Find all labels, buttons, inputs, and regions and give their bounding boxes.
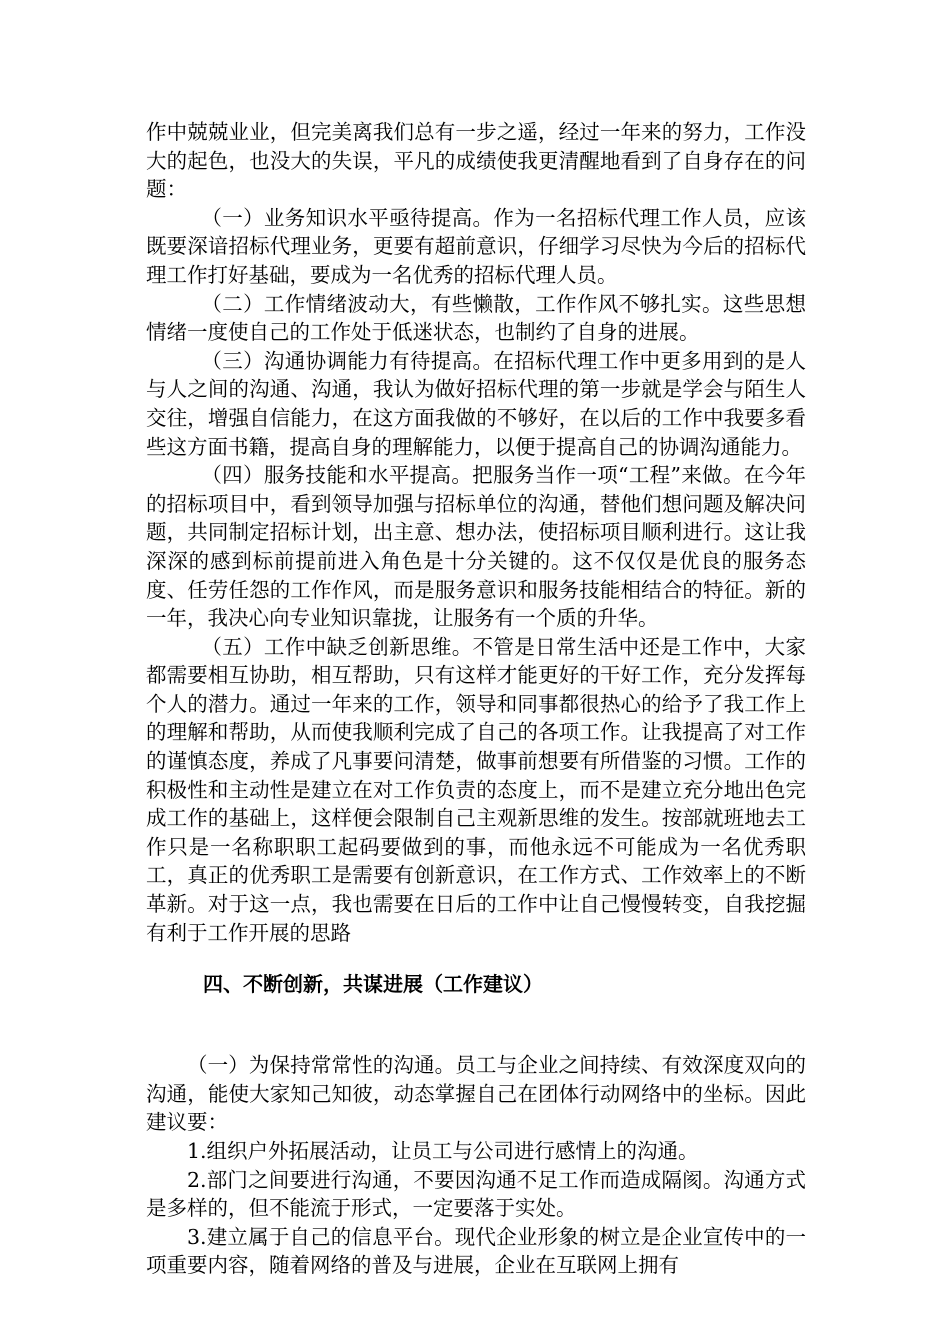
list-item-3: 3.建立属于自己的信息平台。现代企业形象的树立是企业宣传中的一项重要内容，随着网络的普及与进展，企业在互联网上拥有 [146, 1224, 806, 1278]
list-item-2: 2.部门之间要进行沟通，不要因沟通不足工作而造成隔阂。沟通方式是多样的，但不能流于形式，一定要落于实处。 [146, 1167, 806, 1221]
section-heading: 四、不断创新，共谋进展（工作建议） [203, 972, 543, 997]
paragraph-issue-3: （三）沟通协调能力有待提高。在招标代理工作中更多用到的是人与人之间的沟通、沟通，我认为做好招标代理的第一步就是学会与陌生人交往，增强自信能力，在这方面我做的不够好，在以后的工作中我要多看些这方面书籍，提高自身的理解能力，以便于提高自己的协调沟通能力。 [146, 348, 806, 459]
paragraph-issue-1: （一）业务知识水平亟待提高。作为一名招标代理工作人员，应该既要深谙招标代理业务，更要有超前意识，仔细学习尽快为今后的招标代理工作打好基础，要成为一名优秀的招标代理人员。 [146, 205, 806, 287]
paragraph-suggestion-1: （一）为保持常常性的沟通。员工与企业之间持续、有效深度双向的沟通，能使大家知己知彼，动态掌握自己在团体行动网络中的坐标。因此建议要： [146, 1053, 806, 1135]
spacer [146, 947, 806, 970]
paragraph-issue-5: （五）工作中缺乏创新思维。不管是日常生活中还是工作中，大家都需要相互协助，相互帮助，只有这样才能更好的干好工作，充分发挥每个人的潜力。通过一年来的工作，领导和同事都很热心的给予了我工作上的理解和帮助，从而使我顺利完成了自己的各项工作。让我提高了对工作的谨慎态度，养成了凡事要问清楚，做事前想要有所借鉴的习惯。工作的积极性和主动性是建立在对工作负责的态度上，而不是建立充分地出色完成工作的基础上，这样便会限制自己主观新思维的发生。按部就班地去工作只是一名称职职工起码要做到的事，而他永远不可能成为一名优秀职工，真正的优秀职工是需要有创新意识，在工作方式、工作效率上的不断革新。对于这一点，我也需要在日后的工作中让自己慢慢转变，自我挖掘有利于工作开展的思路 [146, 634, 806, 945]
list-item-1: 1.组织户外拓展活动，让员工与公司进行感情上的沟通。 [187, 1139, 699, 1163]
paragraph-issue-2: （二）工作情绪波动大，有些懒散，工作作风不够扎实。这些思想情绪一度使自己的工作处于低迷状态，也制约了自身的进展。 [146, 291, 806, 345]
document-page [146, 118, 806, 1280]
spacer [146, 998, 806, 1051]
paragraph-issue-4: （四）服务技能和水平提高。把服务当作一项“工程”来做。在今年的招标项目中，看到领导加强与招标单位的沟通，替他们想问题及解决问题，共同制定招标计划，出主意、想办法，使招标项目顺利进行。这让我深深的感到标前提前进入角色是十分关键的。这不仅仅是优良的服务态度、任劳任怨的工作作风，而是服务意识和服务技能相结合的特征。新的一年，我决心向专业知识靠拢，让服务有一个质的升华。 [146, 463, 806, 631]
paragraph-intro: 作中兢兢业业，但完美离我们总有一步之遥，经过一年来的努力，工作没大的起色，也没大的失误，平凡的成绩使我更清醒地看到了自身存在的问题： [146, 120, 806, 202]
